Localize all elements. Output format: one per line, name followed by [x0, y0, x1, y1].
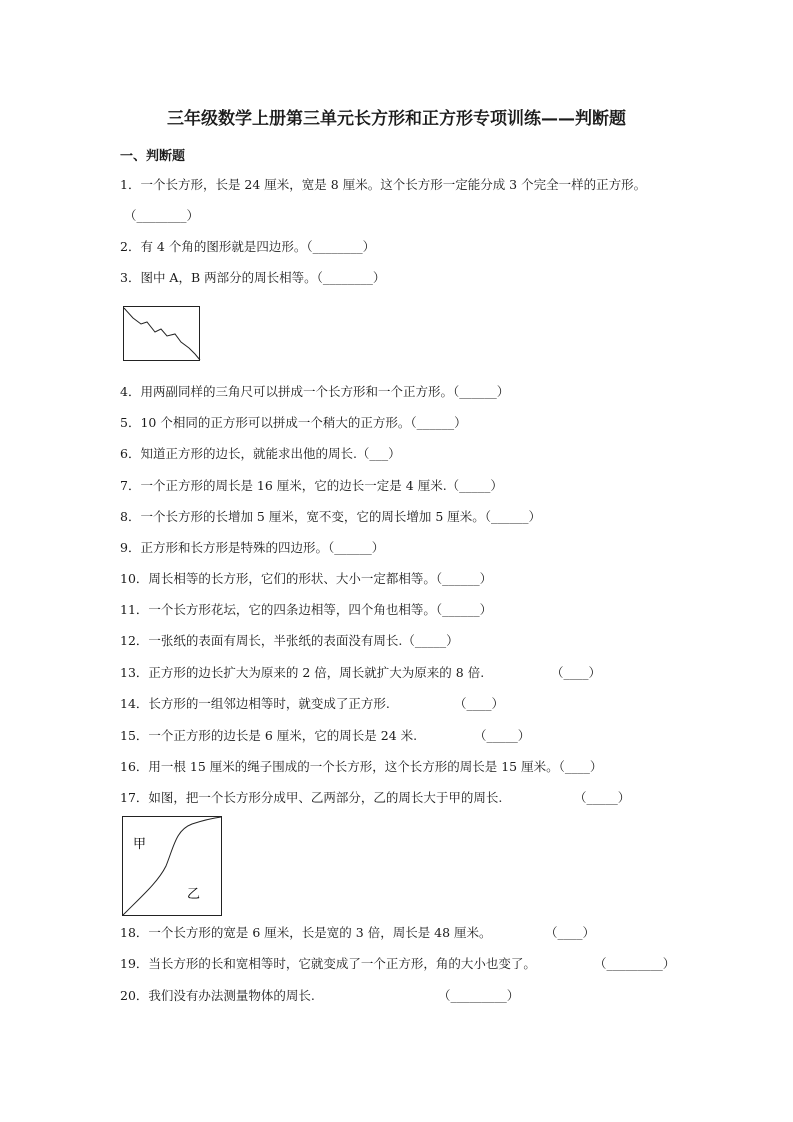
- figure-3-border: [124, 307, 200, 361]
- question-text: 15．一个正方形的边长是 6 厘米，它的周长是 24 米.: [120, 728, 418, 743]
- question-6: [120, 446, 401, 462]
- question-text: 19．当长方形的长和宽相等时，它就变成了一个正方形，角的大小也变了。: [120, 956, 536, 971]
- question-13: [120, 665, 484, 681]
- question-9: [120, 540, 384, 556]
- answer-blank[interactable]: （_________）: [438, 988, 520, 1003]
- question-text: 9．正方形和长方形是特殊的四边形。（______）: [120, 540, 385, 555]
- answer-blank[interactable]: （____）: [545, 925, 596, 940]
- figure-3-rectangle: [123, 306, 201, 362]
- question-text: 10．周长相等的长方形，它们的形状、大小一定都相等。（______）: [120, 571, 493, 586]
- question-text: 1．一个长方形，长是 24 厘米，宽是 8 厘米。这个长方形一定能分成 3 个完全一样的正方形。: [120, 177, 647, 192]
- question-17-blank[interactable]: [574, 790, 630, 806]
- question-text: 5．10 个相同的正方形可以拼成一个稍大的正方形。（______）: [120, 415, 467, 430]
- answer-blank[interactable]: （_____）: [474, 728, 531, 743]
- question-text: 6．知道正方形的边长，就能求出他的周长.（___）: [120, 446, 401, 461]
- answer-blank[interactable]: （________）: [124, 208, 200, 223]
- question-20: [120, 988, 315, 1004]
- answer-blank[interactable]: （____）: [551, 665, 602, 680]
- label-yi: 乙: [187, 887, 201, 902]
- figure-17-dividing-curve: [123, 817, 221, 915]
- page-title: 三年级数学上册第三单元长方形和正方形专项训练——判断题: [167, 109, 626, 129]
- question-17: [120, 790, 502, 806]
- question-text: 3．图中 A，B 两部分的周长相等。（________）: [120, 270, 386, 285]
- figure-17-rectangle: [122, 816, 223, 917]
- question-8: [120, 509, 541, 525]
- figure-3-dividing-line: [124, 308, 200, 360]
- question-text: 17．如图，把一个长方形分成甲、乙两部分，乙的周长大于甲的周长.: [120, 790, 503, 805]
- question-19-blank[interactable]: [594, 956, 675, 972]
- question-text: 16．用一根 15 厘米的绳子围成的一个长方形，这个长方形的周长是 15 厘米。（____）: [120, 759, 603, 774]
- question-15: [120, 728, 417, 744]
- answer-blank[interactable]: （_________）: [594, 956, 676, 971]
- label-jia: 甲: [133, 837, 147, 852]
- question-text: 11．一个长方形花坛，它的四条边相等，四个角也相等。（______）: [120, 602, 493, 617]
- question-text: 12．一张纸的表面有周长，半张纸的表面没有周长.（_____）: [120, 633, 459, 648]
- question-text: 8．一个长方形的长增加 5 厘米，宽不变，它的周长增加 5 厘米。（______）: [120, 509, 542, 524]
- question-text: 2．有 4 个角的图形就是四边形。（________）: [120, 239, 376, 254]
- answer-blank[interactable]: （_____）: [574, 790, 631, 805]
- question-text: 7．一个正方形的周长是 16 厘米，它的边长一定是 4 厘米.（_____）: [120, 478, 503, 493]
- question-18-blank[interactable]: [545, 925, 595, 941]
- question-text: 20．我们没有办法测量物体的周长.: [120, 988, 315, 1003]
- question-14-blank[interactable]: [454, 696, 504, 712]
- question-text: 13．正方形的边长扩大为原来的 2 倍，周长就扩大为原来的 8 倍.: [120, 665, 485, 680]
- question-20-blank[interactable]: [438, 988, 519, 1004]
- question-1: [120, 177, 646, 193]
- question-3: [120, 270, 385, 286]
- question-15-blank[interactable]: [474, 728, 530, 744]
- question-text: 14．长方形的一组邻边相等时，就变成了正方形.: [120, 696, 390, 711]
- answer-blank[interactable]: （____）: [454, 696, 505, 711]
- question-10: [120, 571, 492, 587]
- question-19: [120, 956, 536, 972]
- question-14: [120, 696, 390, 712]
- question-4: [120, 384, 509, 400]
- question-16: [120, 759, 602, 775]
- question-12: [120, 633, 459, 649]
- question-text: 4．用两副同样的三角尺可以拼成一个长方形和一个正方形。（______）: [120, 384, 510, 399]
- question-text: 18．一个长方形的宽是 6 厘米，长是宽的 3 倍，周长是 48 厘米。: [120, 925, 492, 940]
- question-7: [120, 478, 503, 494]
- question-18: [120, 925, 492, 941]
- question-2: [120, 239, 375, 255]
- question-1-blank[interactable]: [124, 208, 199, 224]
- question-11: [120, 602, 492, 618]
- question-5: [120, 415, 467, 431]
- section-heading: 一、判断题: [120, 149, 186, 164]
- question-13-blank[interactable]: [551, 665, 601, 681]
